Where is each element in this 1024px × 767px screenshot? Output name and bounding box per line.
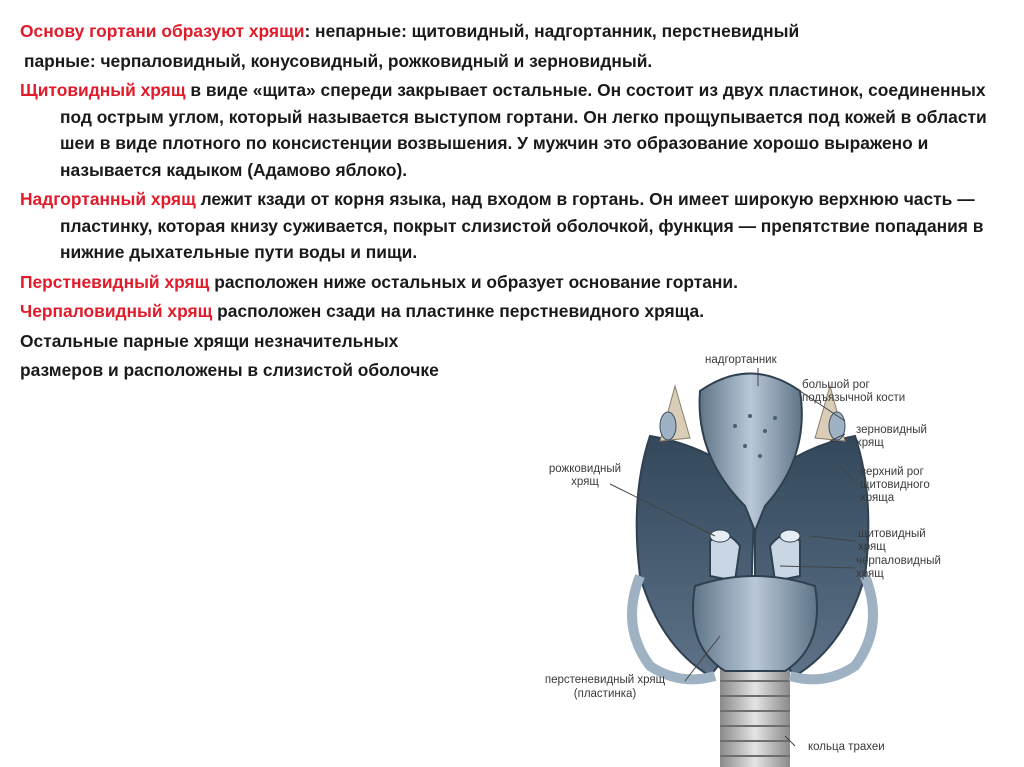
paragraph-text: в виде «щита» спереди закрывает остальные. Он состоит из двух пластинок, соединенных под острым углом, который называется выступом гортани. Он легко прощупывается под кожей в области шеи в виде плотного по консистенции возвышения. У мужчин это образование хорошо выражено и называется кадыком (Адамово яблоко). xyxy=(60,80,987,180)
paragraph-text: парные: черпаловидный, конусовидный, рожковидный и зерновидный. xyxy=(24,50,653,71)
label-superior-horn-1: верхний рог xyxy=(860,466,924,478)
paragraph-cricoid xyxy=(20,269,1010,296)
paragraph-text: лежит кзади от корня языка, над входом в гортань. Он имеет широкую верхнюю часть — пластинку, которая книзу суживается, покрыт слизистой оболочкой, функция — препятствие попадания в нижние дыхательные пути воды и пищи. xyxy=(60,189,984,262)
paragraph-text: расположен ниже остальных и образует основание гортани. xyxy=(209,271,738,292)
paragraph-text: : непарные: щитовидный, надгортанник, перстневидный xyxy=(304,21,800,41)
label-cricoid-2: (пластинка) xyxy=(573,688,637,700)
label-arytenoid-1: черпаловидный xyxy=(856,555,941,567)
paragraph-epiglottis xyxy=(20,186,1010,266)
term-arytenoid: Черпаловидный хрящ xyxy=(20,301,213,321)
larynx-drawing xyxy=(510,346,1024,767)
label-superior-horn-3: хряща xyxy=(860,492,895,504)
label-corniculate-2: хрящ xyxy=(571,476,599,488)
trachea xyxy=(720,666,790,767)
label-tracheal-rings: кольца трахеи xyxy=(808,741,885,753)
label-thyroid-1: щитовидный xyxy=(858,528,926,540)
label-arytenoid-2: хрящ xyxy=(856,568,884,580)
larynx-illustration xyxy=(510,346,1024,767)
label-epiglottis: надгортанник xyxy=(705,354,777,366)
cricoid-cartilage xyxy=(693,576,817,671)
paragraph-paired xyxy=(20,48,1010,75)
paragraph-arytenoid xyxy=(20,298,1010,325)
text-block xyxy=(20,18,1010,387)
term-epiglottis: Надгортанный хрящ xyxy=(20,189,196,209)
paragraph-text: размеров и расположены в слизистой оболочке xyxy=(20,360,439,380)
label-superior-horn-2: щитовидного xyxy=(860,479,930,491)
label-hyoid-horn-1: большой рог xyxy=(802,379,870,391)
label-hyoid-horn-2: подъязычной кости xyxy=(802,392,906,404)
paragraph-thyroid xyxy=(20,77,1010,183)
term-cricoid: Перстневидный хрящ xyxy=(20,271,210,292)
paragraph-text: расположен сзади на пластинке перстневидного хряща. xyxy=(212,301,705,321)
paragraph-cartilages-intro xyxy=(20,18,1010,45)
label-cricoid-1: перстеневидный хрящ xyxy=(544,674,666,686)
label-triticeous-2: хрящ xyxy=(856,437,884,449)
label-thyroid-2: хрящ xyxy=(858,541,886,553)
paragraph-text: Остальные парные хрящи незначительных xyxy=(20,330,399,351)
term-base-cartilages: Основу гортани образуют хрящи xyxy=(20,21,305,41)
label-triticeous-1: зерновидный xyxy=(856,424,927,436)
term-thyroid: Щитовидный хрящ xyxy=(20,80,186,100)
label-corniculate-1: рожковидный xyxy=(548,463,622,475)
